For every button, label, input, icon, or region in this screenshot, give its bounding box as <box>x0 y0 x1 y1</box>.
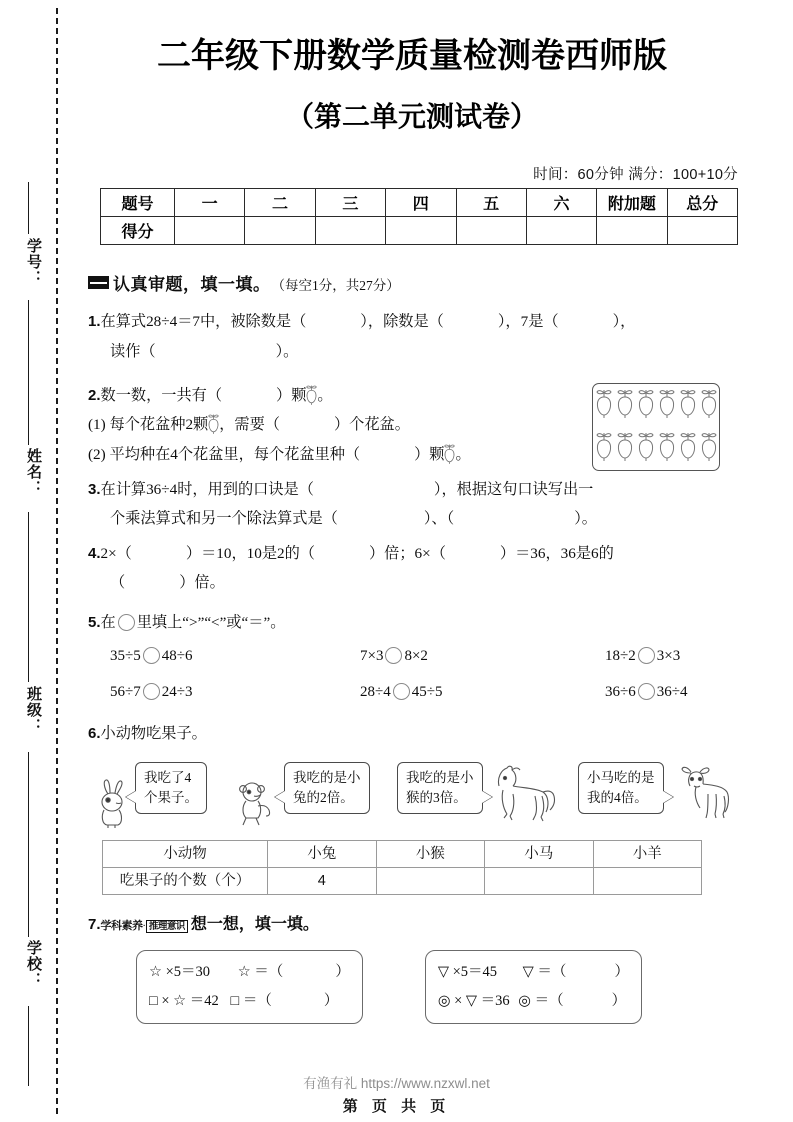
q5-item-5 <box>360 681 605 704</box>
watermark: 有渔有礼 https://www.nzxwl.net <box>303 1076 490 1091</box>
q5-item-3-left: 18÷2 <box>605 647 636 664</box>
speech-bubble-monkey <box>284 762 370 815</box>
bubble-rabbit-line-1: 我吃了4 <box>144 769 192 785</box>
q5-item-6-left: 36÷6 <box>605 684 636 700</box>
animal-table-header-1: 小兔 <box>268 840 377 867</box>
q7-left-eq-2 <box>149 987 350 1016</box>
side-rule-3 <box>28 512 29 682</box>
q2-sub2-text-c: 。 <box>455 445 471 463</box>
question-5-prompt <box>88 608 748 638</box>
symbol-box-right <box>425 950 642 1024</box>
binding-strip <box>0 0 62 1122</box>
q5-item-4-circle[interactable] <box>143 683 160 700</box>
question-7-number: 7. <box>88 915 101 933</box>
page-footer: 第 页 共 页 <box>342 1098 451 1115</box>
section-1-title: 认真审题，填一填。 <box>113 275 271 294</box>
q5-item-3-circle[interactable] <box>638 647 655 664</box>
rabbit-icon <box>96 778 130 836</box>
score-col-1: 一 <box>175 189 245 217</box>
score-col-4: 四 <box>386 189 456 217</box>
side-label-student-name: 姓名： <box>25 448 41 496</box>
q4-text-e: （ <box>110 574 126 592</box>
radish-inline-icon <box>306 387 317 404</box>
q5-item-5-right: 45÷5 <box>411 684 443 700</box>
bubble-tail-icon <box>126 791 136 803</box>
score-cell-5[interactable] <box>456 217 526 245</box>
animal-table-header-2: 小猴 <box>376 840 485 867</box>
bubble-monkey-line-2: 兔的2倍。 <box>293 790 354 806</box>
question-2-line-2 <box>88 410 748 440</box>
q5-prompt-a: 在 <box>100 614 116 632</box>
q1-text-f: ）。 <box>275 342 299 360</box>
q4-text-d: ）＝36，36是6的 <box>499 544 614 562</box>
q5-item-3 <box>605 645 748 668</box>
question-4 <box>88 539 748 598</box>
q7-prompt-text: 想一想，填一填。 <box>190 915 319 933</box>
q7-badge-subject: 学科 <box>100 919 122 932</box>
q2-sub1-text-a: (1) 每个花盆种2颗 <box>88 416 209 434</box>
question-2 <box>88 381 748 470</box>
question-7 <box>88 909 748 1024</box>
q5-item-1-circle[interactable] <box>143 647 160 664</box>
bubble-horse-line-2: 猴的3倍。 <box>406 790 467 806</box>
q7-right-expr-2: ◎ × ▽ ＝36 <box>437 993 510 1010</box>
q3-text-b: ），根据这句口诀写出一 <box>433 480 594 498</box>
q7-badge-literacy: 素养 <box>121 919 143 932</box>
q7-left-result-1: ☆ ＝（ <box>237 964 284 981</box>
question-3 <box>88 475 748 534</box>
score-cell-6[interactable] <box>526 217 596 245</box>
question-1-number: 1. <box>88 313 101 331</box>
section-number-icon <box>88 276 109 289</box>
score-table <box>100 188 738 245</box>
question-4-number: 4. <box>88 544 101 562</box>
q1-text-b: ），除数是（ <box>360 313 444 331</box>
question-2-number: 2. <box>88 386 101 404</box>
goat-icon <box>678 766 734 832</box>
q7-left-close-2: ） <box>323 993 339 1010</box>
animal-table-row-label: 吃果子的个数（个） <box>103 867 268 894</box>
q3-text-d: ）、（ <box>423 510 455 528</box>
q5-item-2 <box>360 645 605 668</box>
section-1-heading <box>88 272 748 298</box>
exam-body <box>88 272 748 1024</box>
page-title: 二年级下册数学质量检测卷西师版 <box>157 37 667 75</box>
bubble-goat-line-2: 我的4倍。 <box>587 790 648 806</box>
q2-text-a: 数一数，一共有（ <box>100 386 223 404</box>
side-rule-1 <box>28 182 29 234</box>
q7-right-eq-2 <box>438 987 629 1016</box>
q5-prompt-circle <box>118 614 135 631</box>
exam-meta: 时间：60分钟 满分：100+10分 <box>533 167 738 183</box>
side-label-student-number: 学号： <box>25 238 41 286</box>
animal-table-cell-monkey[interactable] <box>376 867 485 894</box>
question-4-line-1 <box>88 539 748 569</box>
horse-icon <box>489 764 557 834</box>
score-cell-4[interactable] <box>386 217 456 245</box>
score-col-total: 总分 <box>667 189 737 217</box>
score-col-extra: 附加题 <box>597 189 667 217</box>
q5-prompt-b: 里填上“>”“<”或“＝”。 <box>136 614 286 632</box>
bubble-tail-icon <box>275 791 285 803</box>
q5-item-3-right: 3×3 <box>656 647 681 664</box>
question-5 <box>88 608 748 704</box>
q5-item-2-right: 8×2 <box>404 647 428 664</box>
q5-item-5-left: 28÷4 <box>360 684 391 700</box>
q7-left-result-2: □ ＝（ <box>230 993 272 1010</box>
score-col-3: 三 <box>315 189 385 217</box>
question-6 <box>88 719 748 895</box>
question-3-number: 3. <box>88 480 101 498</box>
q5-item-4-right: 24÷3 <box>161 684 193 700</box>
score-col-5: 五 <box>456 189 526 217</box>
q7-left-expr-1: ☆ ×5＝30 <box>149 964 211 981</box>
side-rule-2 <box>28 300 29 445</box>
q5-item-1-right: 48÷6 <box>161 647 193 664</box>
symbol-box-left <box>136 950 363 1024</box>
monkey-icon <box>236 780 276 836</box>
score-cell-total[interactable] <box>667 217 737 245</box>
animal-table-cell-goat[interactable] <box>593 867 702 894</box>
question-6-number: 6. <box>88 725 101 743</box>
question-1-line-1 <box>88 307 748 337</box>
q1-text-e: 读作（ <box>110 342 156 360</box>
q5-item-1 <box>110 645 360 668</box>
animal-fruit-table <box>102 840 702 895</box>
question-2-line-1 <box>88 381 748 411</box>
q5-item-6 <box>605 681 748 704</box>
bubble-tail-icon <box>663 791 673 803</box>
q2-sub2-text-a: (2) 平均种在4个花盆里，每个花盆里种（ <box>88 445 361 463</box>
animal-table-header-4: 小羊 <box>593 840 702 867</box>
question-3-line-2 <box>88 504 748 534</box>
question-3-line-1 <box>88 475 748 505</box>
score-cell-extra[interactable] <box>597 217 667 245</box>
animal-table-cell-horse[interactable] <box>485 867 594 894</box>
question-4-line-2 <box>88 568 748 598</box>
q7-badge-dot: · <box>142 920 146 932</box>
bubble-goat-line-1: 小马吃的是 <box>587 769 655 785</box>
q5-item-2-left: 7×3 <box>360 647 384 664</box>
q2-sub1-text-c: ）个花盆。 <box>333 416 410 434</box>
q4-text-a: 2×（ <box>100 544 132 562</box>
bubble-rabbit-line-2: 个果子。 <box>144 790 198 806</box>
q7-badge-tag: 推理意识 <box>146 920 188 933</box>
score-cell-1[interactable] <box>175 217 245 245</box>
q7-right-result-1: ▽ ＝（ <box>522 964 567 981</box>
side-label-class: 班级： <box>25 686 41 734</box>
q5-item-1-left: 35÷5 <box>110 647 141 664</box>
q5-item-6-right: 36÷4 <box>656 684 688 700</box>
q7-left-close-1: ） <box>335 964 350 981</box>
q5-item-4 <box>110 681 360 704</box>
side-rule-4 <box>28 752 29 937</box>
score-cell-2[interactable] <box>245 217 315 245</box>
q1-text-d: ）， <box>612 313 636 331</box>
animal-table-header-0: 小动物 <box>103 840 268 867</box>
q5-item-6-circle[interactable] <box>638 683 655 700</box>
section-1-points: （每空1分，共27分） <box>271 278 400 293</box>
q5-item-4-left: 56÷7 <box>110 684 141 700</box>
q3-text-e: ）。 <box>574 510 597 528</box>
q2-sub2-text-b: ）颗 <box>414 445 445 463</box>
bubble-horse-line-1: 我吃的是小 <box>406 769 474 785</box>
question-7-prompt <box>88 909 748 940</box>
table-row <box>101 217 738 245</box>
question-5-number: 5. <box>88 614 101 632</box>
score-cell-3[interactable] <box>315 217 385 245</box>
fold-dashed-line <box>56 8 58 1114</box>
question-6-animals <box>88 756 748 834</box>
q7-right-eq-1 <box>438 958 629 987</box>
question-2-line-3 <box>88 440 748 470</box>
q2-text-b: ）颗 <box>276 386 307 404</box>
q3-text-c: 个乘法算式和另一个除法算式是（ <box>110 510 338 528</box>
q1-text-c: ），7是（ <box>497 313 559 331</box>
q7-left-eq-1 <box>149 958 350 987</box>
page-subtitle: （第二单元测试卷） <box>285 101 538 132</box>
q5-item-2-circle[interactable] <box>385 647 402 664</box>
table-row <box>103 867 702 894</box>
q1-text-a: 在算式28÷4＝7中，被除数是（ <box>100 313 307 331</box>
question-1 <box>88 307 748 366</box>
q7-right-result-2: ◎ ＝（ <box>518 993 564 1010</box>
q4-text-f: ）倍。 <box>179 574 225 592</box>
table-row <box>103 840 702 867</box>
speech-bubble-goat <box>578 762 664 815</box>
q3-text-a: 在计算36÷4时，用到的口诀是（ <box>100 480 314 498</box>
animal-table-header-3: 小马 <box>485 840 594 867</box>
score-row-label-1: 得分 <box>101 217 175 245</box>
q4-text-c: ）倍；6×（ <box>368 544 446 562</box>
q6-prompt-text: 小动物吃果子。 <box>100 725 207 743</box>
score-col-2: 二 <box>245 189 315 217</box>
q7-right-expr-1: ▽ ×5＝45 <box>437 964 498 981</box>
q5-item-5-circle[interactable] <box>393 683 410 700</box>
q7-left-expr-2: □ × ☆ ＝42 <box>149 993 219 1010</box>
animal-table-cell-rabbit[interactable]: 4 <box>268 867 377 894</box>
question-5-grid <box>88 645 748 705</box>
radish-inline-icon <box>444 446 455 463</box>
bubble-monkey-line-1: 我吃的是小 <box>293 769 361 785</box>
question-6-prompt <box>88 719 748 749</box>
speech-bubble-rabbit <box>135 762 207 815</box>
question-7-boxes <box>88 950 748 1024</box>
q4-text-b: ）＝10，10是2的（ <box>185 544 315 562</box>
q2-text-c: 。 <box>317 386 333 404</box>
side-label-school: 学校： <box>25 940 41 988</box>
q7-right-close-2: ） <box>611 993 627 1010</box>
score-row-label-0: 题号 <box>101 189 175 217</box>
question-1-line-2 <box>88 337 748 367</box>
score-col-6: 六 <box>526 189 596 217</box>
radish-inline-icon <box>208 416 219 433</box>
speech-bubble-horse <box>397 762 483 815</box>
q7-right-close-1: ） <box>614 964 629 981</box>
q2-sub1-text-b: ，需要（ <box>219 416 280 434</box>
table-row <box>101 189 738 217</box>
